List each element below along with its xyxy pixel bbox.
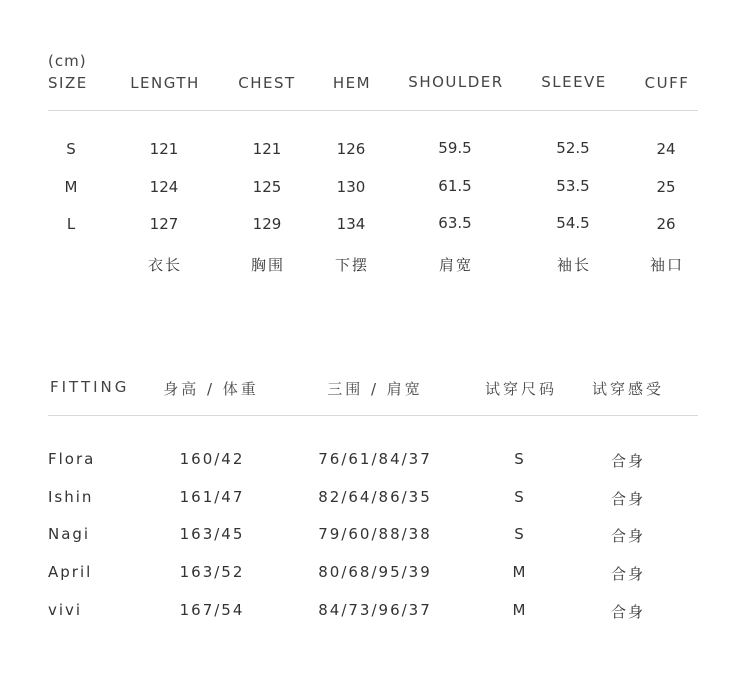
col-header-shoulder: SHOULDER [408, 73, 504, 91]
fitting-table-divider [48, 415, 698, 416]
cuff-cell: 25 [656, 178, 676, 196]
col-header-hem: HEM [332, 74, 372, 92]
cn-label-chest: 胸围 [250, 256, 286, 274]
cn-label-shoulder: 肩宽 [438, 256, 474, 274]
fit-feeling-cell: 合身 [610, 452, 646, 470]
hem-cell: 134 [336, 215, 366, 233]
fit-size-cell: M [512, 601, 528, 619]
col-header-length: LENGTH [130, 74, 200, 92]
length-cell: 124 [149, 178, 179, 196]
sleeve-cell: 52.5 [556, 139, 590, 157]
model-name: Nagi [48, 525, 91, 543]
model-name: vivi [48, 601, 83, 619]
height-weight-cell: 163/45 [179, 525, 245, 543]
shoulder-cell: 59.5 [438, 139, 472, 157]
shoulder-cell: 61.5 [438, 177, 472, 195]
col-header-size: SIZE [48, 74, 88, 92]
height-weight-cell: 161/47 [179, 488, 245, 506]
height-weight-cell: 167/54 [179, 601, 245, 619]
fit-size-cell: S [514, 488, 526, 506]
cn-label-cuff: 袖口 [649, 256, 685, 274]
col-header-chest: CHEST [238, 74, 296, 92]
length-cell: 121 [149, 140, 179, 158]
fitting-header-size: 试穿尺码 [484, 380, 558, 398]
model-name: Flora [48, 450, 96, 468]
cn-label-hem: 下摆 [334, 256, 370, 274]
size-cell: S [66, 140, 76, 158]
fit-feeling-cell: 合身 [610, 603, 646, 621]
model-name: April [48, 563, 93, 581]
fit-feeling-cell: 合身 [610, 490, 646, 508]
height-weight-cell: 160/42 [179, 450, 245, 468]
fitting-header-height-weight: 身高 / 体重 [163, 380, 259, 398]
height-weight-cell: 163/52 [179, 563, 245, 581]
fit-feeling-cell: 合身 [610, 565, 646, 583]
chest-cell: 125 [252, 178, 282, 196]
fit-size-cell: S [514, 525, 526, 543]
hem-cell: 130 [336, 178, 366, 196]
col-header-cuff: CUFF [644, 74, 690, 92]
cuff-cell: 26 [656, 215, 676, 233]
fitting-header-feeling: 试穿感受 [591, 380, 665, 398]
measurements-cell: 76/61/84/37 [318, 450, 432, 468]
model-name: Ishin [48, 488, 94, 506]
cn-label-sleeve: 袖长 [556, 256, 592, 274]
measurements-cell: 80/68/95/39 [318, 563, 432, 581]
fitting-header-model: FITTING [50, 378, 130, 396]
fit-size-cell: M [512, 563, 528, 581]
cn-label-length: 衣长 [147, 256, 183, 274]
chest-cell: 129 [252, 215, 282, 233]
size-table-divider [48, 110, 698, 111]
hem-cell: 126 [336, 140, 366, 158]
measurements-cell: 79/60/88/38 [318, 525, 432, 543]
fitting-header-measurements: 三围 / 肩宽 [327, 380, 423, 398]
sleeve-cell: 54.5 [556, 214, 590, 232]
col-header-sleeve: SLEEVE [541, 73, 607, 91]
measurements-cell: 84/73/96/37 [318, 601, 432, 619]
length-cell: 127 [149, 215, 179, 233]
shoulder-cell: 63.5 [438, 214, 472, 232]
sleeve-cell: 53.5 [556, 177, 590, 195]
size-cell: M [64, 178, 78, 196]
fit-size-cell: S [514, 450, 526, 468]
chest-cell: 121 [252, 140, 282, 158]
size-cell: L [66, 215, 76, 233]
unit-label: (cm) [48, 52, 87, 70]
measurements-cell: 82/64/86/35 [318, 488, 432, 506]
fit-feeling-cell: 合身 [610, 527, 646, 545]
cuff-cell: 24 [656, 140, 676, 158]
